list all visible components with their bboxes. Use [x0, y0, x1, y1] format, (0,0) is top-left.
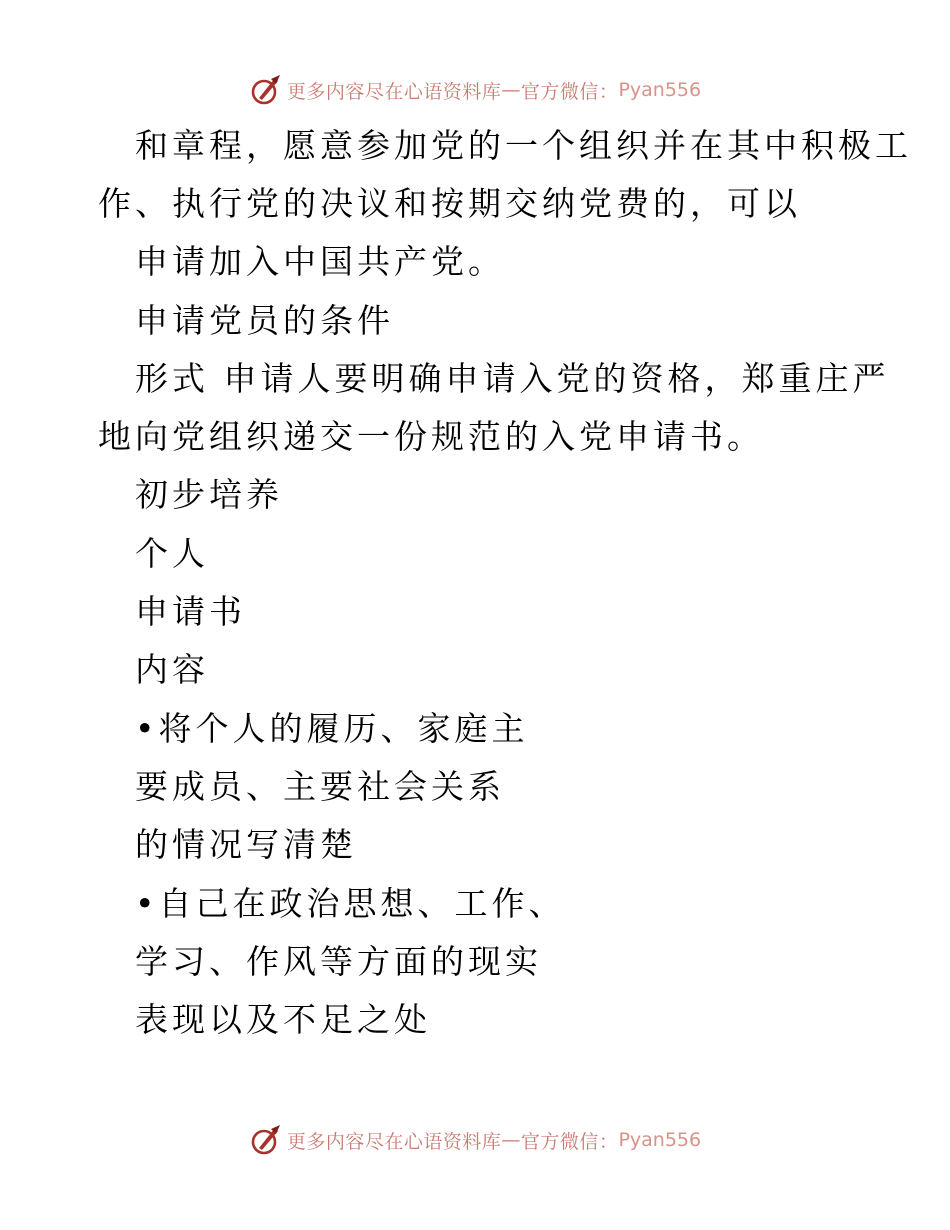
- footer-watermark: [0, 1120, 950, 1160]
- text-line: 申请书: [135, 592, 246, 631]
- text-line: 个人: [135, 534, 209, 573]
- text-line: 的情况写清楚: [135, 825, 357, 864]
- text-line: 学习、作风等方面的现实: [135, 942, 542, 981]
- watermark-separator: —: [501, 79, 521, 101]
- watermark-handle: Pyan556: [618, 79, 702, 101]
- text-line: 和章程，愿意参加党的一个组织并在其中积极工: [135, 126, 912, 165]
- watermark-site-text: 更多内容尽在心语资料库: [286, 80, 502, 103]
- watermark-site-text: 更多内容尽在心语资料库: [286, 1130, 502, 1153]
- bullet-line: •将个人的履历、家庭主: [135, 709, 529, 748]
- text-line: 作、执行党的决议和按期交纳党费的，可以: [98, 184, 801, 223]
- watermark-label: 官方微信：: [520, 1130, 619, 1153]
- text-line: 初步培养: [135, 475, 283, 514]
- text-line: 要成员、主要社会关系: [135, 767, 505, 806]
- text-line: 申请加入中国共产党。: [135, 242, 505, 281]
- text-line: 表现以及不足之处: [135, 1000, 431, 1039]
- watermark-handle: Pyan556: [618, 1129, 702, 1151]
- text-line: 地向党组织递交一份规范的入党申请书。: [98, 417, 764, 456]
- text-line: 内容: [135, 650, 209, 689]
- watermark-label: 官方微信：: [520, 80, 619, 103]
- watermark-separator: —: [501, 1129, 521, 1151]
- bullet-line: •自己在政治思想、工作、: [135, 884, 566, 923]
- text-line: 申请党员的条件: [135, 301, 394, 340]
- quill-pen-logo: [249, 1123, 283, 1157]
- text-line: 形式 申请人要明确申请入党的资格，郑重庄严: [135, 359, 890, 398]
